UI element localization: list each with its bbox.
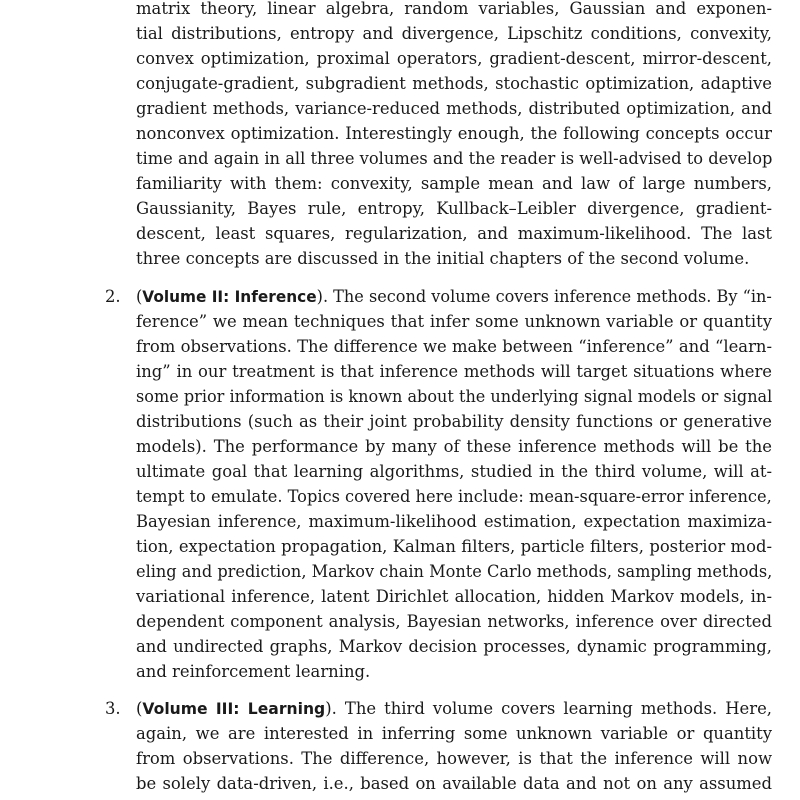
paragraph-line: ultimate goal that learning algorithms, studied in the third volume, will at- — [136, 462, 772, 481]
paragraph-line: models). The performance by many of these inference methods will be the — [136, 437, 772, 456]
paragraph-line: (Volume III: Learning). The third volume covers learning methods. Here, — [136, 699, 772, 718]
paragraph-line: familiarity with them: convexity, sample mean and law of large numbers, — [136, 174, 772, 193]
paragraph-line: from observations. The difference we make between “inference” and “learn- — [136, 337, 772, 356]
paragraph-line: matrix theory, linear algebra, random variables, Gaussian and exponen- — [136, 0, 772, 18]
paragraph-line: three concepts are discussed in the initial chapters of the second volume. — [136, 249, 750, 268]
paragraph-body — [136, 309, 772, 684]
paragraph-line: tempt to emulate. Topics covered here include: mean-square-error inference, — [136, 487, 772, 506]
paragraph-line: tial distributions, entropy and divergence, Lipschitz conditions, convexity, — [136, 24, 772, 43]
paragraph-line: ference” we mean techniques that infer some unknown variable or quantity — [136, 312, 772, 331]
paragraph-line: nonconvex optimization. Interestingly enough, the following concepts occur — [136, 124, 772, 143]
paragraph-line: time and again in all three volumes and the reader is well-advised to develop — [136, 149, 773, 168]
item-1-continuation — [136, 0, 772, 271]
list-number: 3. — [105, 699, 121, 718]
paragraph-line: distributions (such as their joint probability density functions or generative — [136, 412, 772, 431]
paragraph-body — [136, 721, 772, 796]
paragraph-line: from observations. The difference, however, is that the inference will now — [136, 749, 772, 768]
paragraph-line: some prior information is known about the underlying signal models or signal — [136, 387, 773, 406]
volume-title: Volume III: Learning — [142, 700, 326, 718]
list-item-volume-2 — [105, 284, 773, 684]
paragraph-line: descent, least squares, regularization, and maximum-likelihood. The last — [136, 224, 772, 243]
volume-title: Volume II: Inference — [142, 288, 317, 306]
paragraph-line: (Volume II: Inference). The second volume covers inference methods. By “in- — [136, 287, 772, 306]
list-number: 2. — [105, 287, 121, 306]
paragraph-line: tion, expectation propagation, Kalman filters, particle filters, posterior mod- — [136, 537, 772, 556]
paragraph-line: ing” in our treatment is that inference methods will target situations where — [136, 362, 772, 381]
paragraph-line: be solely data-driven, i.e., based on available data and not on any assumed — [136, 774, 772, 793]
paragraph-line: and reinforcement learning. — [136, 662, 371, 681]
paragraph-line: and undirected graphs, Markov decision processes, dynamic programming, — [136, 637, 772, 656]
paragraph-line: variational inference, latent Dirichlet allocation, hidden Markov models, in- — [136, 587, 772, 606]
paragraph-line: gradient methods, variance-reduced methods, distributed optimization, and — [136, 99, 772, 118]
paragraph-line: dependent component analysis, Bayesian networks, inference over directed — [136, 612, 772, 631]
list-item-volume-3 — [105, 696, 772, 796]
paragraph-line: eling and prediction, Markov chain Monte Carlo methods, sampling methods, — [136, 562, 773, 581]
paragraph-line: conjugate-gradient, subgradient methods, stochastic optimization, adaptive — [136, 74, 772, 93]
paragraph-line: Bayesian inference, maximum-likelihood estimation, expectation maximiza- — [136, 512, 772, 531]
paragraph-line: Gaussianity, Bayes rule, entropy, Kullback–Leibler divergence, gradient- — [136, 199, 772, 218]
paragraph-line: convex optimization, proximal operators, gradient-descent, mirror-descent, — [136, 49, 772, 68]
paragraph-line: again, we are interested in inferring some unknown variable or quantity — [136, 724, 772, 743]
